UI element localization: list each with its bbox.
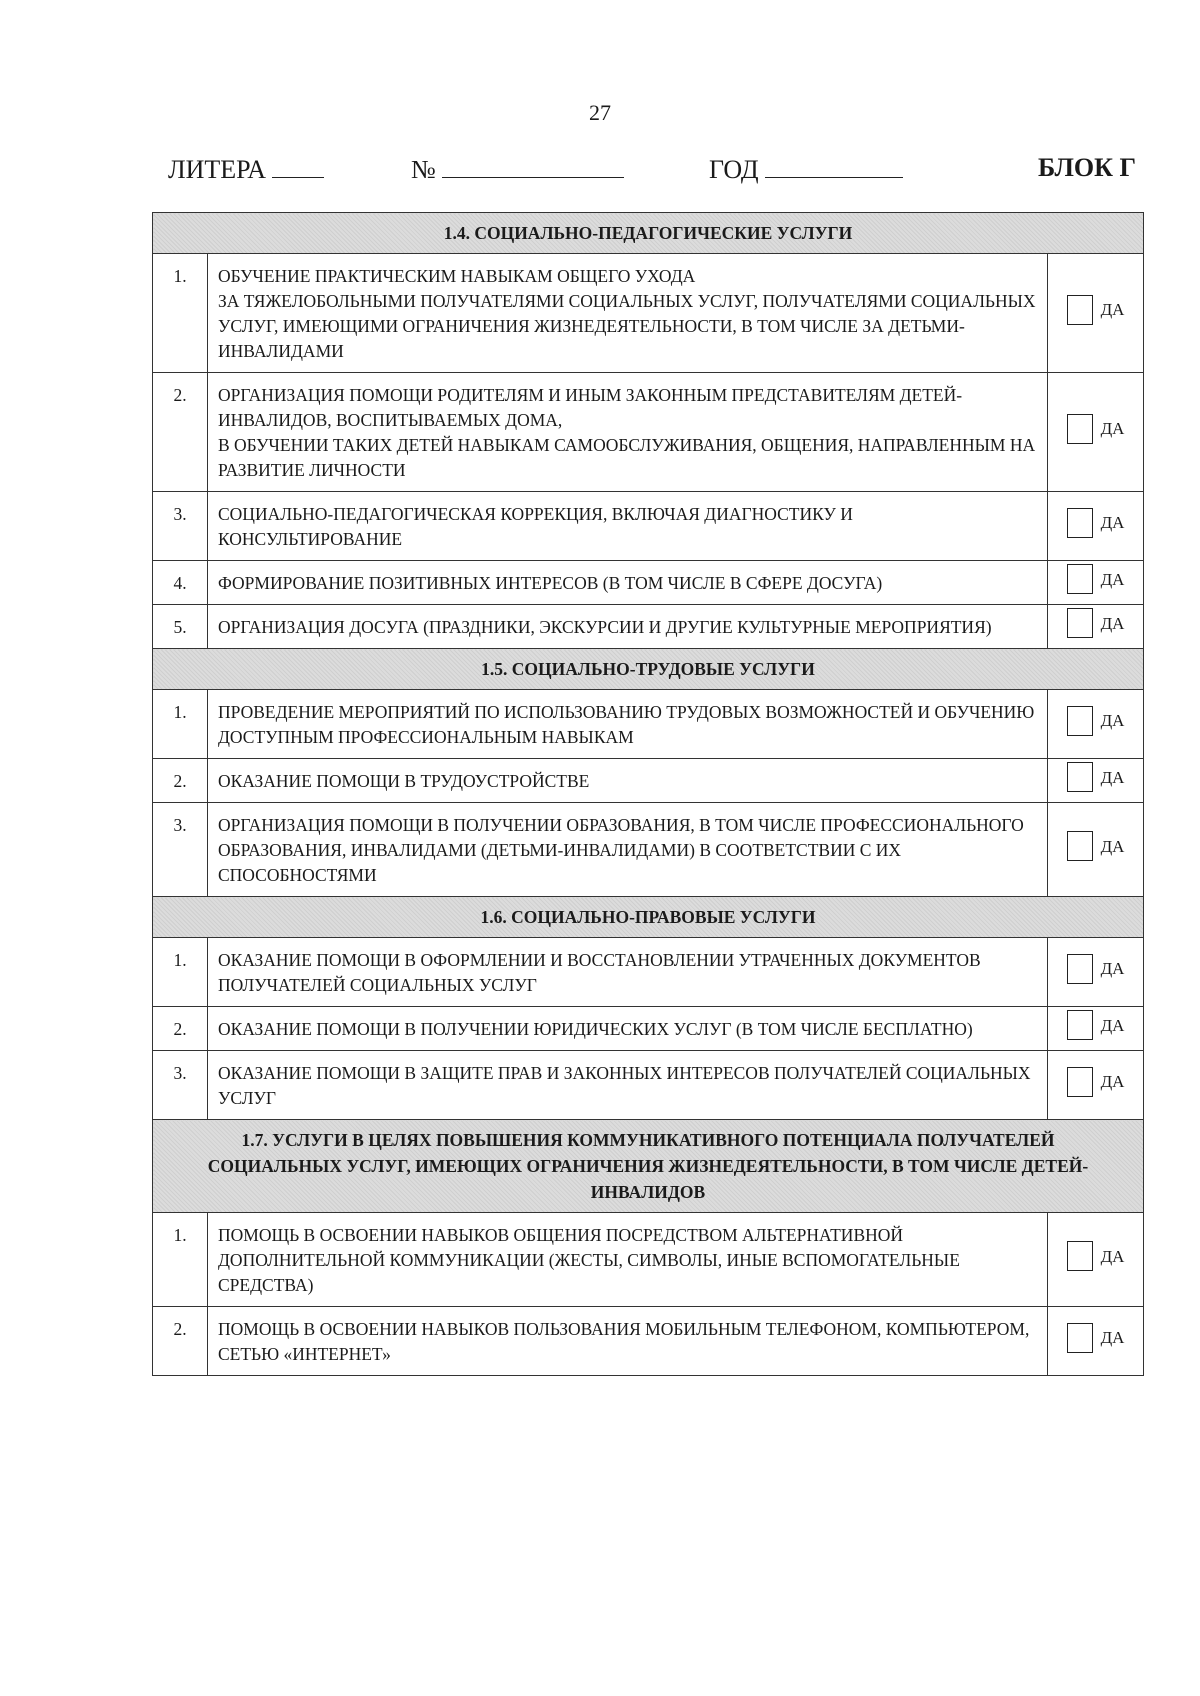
yes-option[interactable] bbox=[1067, 1241, 1125, 1271]
litera-field[interactable] bbox=[168, 153, 324, 185]
checkbox-cell bbox=[1048, 254, 1144, 373]
service-row bbox=[153, 605, 1144, 649]
form-header bbox=[168, 153, 1136, 189]
year-blank[interactable] bbox=[765, 153, 903, 178]
number-label: № bbox=[411, 155, 436, 184]
service-description: ОКАЗАНИЕ ПОМОЩИ В ЗАЩИТЕ ПРАВ И ЗАКОННЫХ ИНТЕРЕСОВ ПОЛУЧАТЕЛЕЙ СОЦИАЛЬНЫХ УСЛУГ bbox=[208, 1051, 1048, 1120]
service-description: ПОМОЩЬ В ОСВОЕНИИ НАВЫКОВ ОБЩЕНИЯ ПОСРЕДСТВОМ АЛЬТЕРНАТИВНОЙ ДОПОЛНИТЕЛЬНОЙ КОММУНИКАЦИИ (ЖЕСТЫ, СИМВОЛЫ, ИНЫЕ ВСПОМОГАТЕЛЬНЫЕ СРЕДСТВА) bbox=[208, 1213, 1048, 1307]
year-field[interactable] bbox=[709, 153, 903, 185]
yes-option[interactable] bbox=[1067, 564, 1125, 594]
checkbox-cell bbox=[1048, 1007, 1144, 1051]
section-title: 1.7. УСЛУГИ В ЦЕЛЯХ ПОВЫШЕНИЯ КОММУНИКАТИВНОГО ПОТЕНЦИАЛА ПОЛУЧАТЕЛЕЙ СОЦИАЛЬНЫХ УСЛУГ, ИМЕЮЩИХ ОГРАНИЧЕНИЯ ЖИЗНЕДЕЯТЕЛЬНОСТИ, В ТОМ ЧИСЛЕ ДЕТЕЙ-ИНВАЛИДОВ bbox=[153, 1120, 1144, 1213]
yes-option[interactable] bbox=[1067, 608, 1125, 638]
section-header-row bbox=[153, 1120, 1144, 1213]
yes-option[interactable] bbox=[1067, 954, 1125, 984]
service-row bbox=[153, 561, 1144, 605]
yes-checkbox[interactable] bbox=[1067, 762, 1093, 792]
number-blank[interactable] bbox=[442, 153, 624, 178]
service-number: 2. bbox=[153, 759, 208, 803]
yes-checkbox[interactable] bbox=[1067, 706, 1093, 736]
service-description: ОРГАНИЗАЦИЯ ПОМОЩИ РОДИТЕЛЯМ И ИНЫМ ЗАКОННЫМ ПРЕДСТАВИТЕЛЯМ ДЕТЕЙ-ИНВАЛИДОВ, ВОСПИТЫВАЕМЫХ ДОМА, В ОБУЧЕНИИ ТАКИХ ДЕТЕЙ НАВЫКАМ САМООБСЛУЖИВАНИЯ, ОБЩЕНИЯ, НАПРАВЛЕННЫМ НА РАЗВИТИЕ ЛИЧНОСТИ bbox=[208, 373, 1048, 492]
service-number: 1. bbox=[153, 938, 208, 1007]
service-row bbox=[153, 1213, 1144, 1307]
yes-checkbox[interactable] bbox=[1067, 564, 1093, 594]
service-number: 2. bbox=[153, 373, 208, 492]
yes-checkbox[interactable] bbox=[1067, 954, 1093, 984]
checkbox-cell bbox=[1048, 690, 1144, 759]
yes-label: ДА bbox=[1100, 300, 1125, 319]
service-row bbox=[153, 938, 1144, 1007]
section-header-row bbox=[153, 649, 1144, 690]
checkbox-cell bbox=[1048, 605, 1144, 649]
year-label: ГОД bbox=[709, 155, 759, 184]
section-header-row bbox=[153, 213, 1144, 254]
service-number: 5. bbox=[153, 605, 208, 649]
yes-option[interactable] bbox=[1067, 295, 1125, 325]
checkbox-cell bbox=[1048, 373, 1144, 492]
yes-checkbox[interactable] bbox=[1067, 508, 1093, 538]
section-header-row bbox=[153, 897, 1144, 938]
yes-checkbox[interactable] bbox=[1067, 1067, 1093, 1097]
yes-option[interactable] bbox=[1067, 831, 1125, 861]
service-number: 1. bbox=[153, 1213, 208, 1307]
yes-checkbox[interactable] bbox=[1067, 608, 1093, 638]
service-number: 4. bbox=[153, 561, 208, 605]
service-number: 3. bbox=[153, 492, 208, 561]
section-title: 1.4. СОЦИАЛЬНО-ПЕДАГОГИЧЕСКИЕ УСЛУГИ bbox=[153, 213, 1144, 254]
yes-label: ДА bbox=[1100, 959, 1125, 978]
service-row bbox=[153, 1007, 1144, 1051]
yes-option[interactable] bbox=[1067, 706, 1125, 736]
checkbox-cell bbox=[1048, 492, 1144, 561]
yes-checkbox[interactable] bbox=[1067, 295, 1093, 325]
yes-label: ДА bbox=[1100, 569, 1125, 589]
service-description: ОРГАНИЗАЦИЯ ПОМОЩИ В ПОЛУЧЕНИИ ОБРАЗОВАНИЯ, В ТОМ ЧИСЛЕ ПРОФЕССИОНАЛЬНОГО ОБРАЗОВАНИЯ, ИНВАЛИДАМИ (ДЕТЬМИ-ИНВАЛИДАМИ) В СООТВЕТСТВИИ С ИХ СПОСОБНОСТЯМИ bbox=[208, 803, 1048, 897]
yes-label: ДА bbox=[1100, 1072, 1125, 1091]
services-table bbox=[152, 212, 1144, 1376]
yes-option[interactable] bbox=[1067, 1067, 1125, 1097]
yes-label: ДА bbox=[1100, 1015, 1125, 1035]
checkbox-cell bbox=[1048, 1213, 1144, 1307]
service-description: ОКАЗАНИЕ ПОМОЩИ В ОФОРМЛЕНИИ И ВОССТАНОВЛЕНИИ УТРАЧЕННЫХ ДОКУМЕНТОВ ПОЛУЧАТЕЛЕЙ СОЦИАЛЬНЫХ УСЛУГ bbox=[208, 938, 1048, 1007]
service-description: ОКАЗАНИЕ ПОМОЩИ В ПОЛУЧЕНИИ ЮРИДИЧЕСКИХ УСЛУГ (В ТОМ ЧИСЛЕ БЕСПЛАТНО) bbox=[208, 1007, 1048, 1051]
yes-label: ДА bbox=[1100, 767, 1125, 787]
service-number: 3. bbox=[153, 803, 208, 897]
yes-checkbox[interactable] bbox=[1067, 831, 1093, 861]
yes-checkbox[interactable] bbox=[1067, 1010, 1093, 1040]
yes-option[interactable] bbox=[1067, 414, 1125, 444]
service-row bbox=[153, 690, 1144, 759]
block-label: БЛОК Г bbox=[1037, 153, 1136, 182]
service-number: 3. bbox=[153, 1051, 208, 1120]
service-row bbox=[153, 803, 1144, 897]
yes-label: ДА bbox=[1100, 613, 1125, 633]
service-description: ОКАЗАНИЕ ПОМОЩИ В ТРУДОУСТРОЙСТВЕ bbox=[208, 759, 1048, 803]
section-title: 1.6. СОЦИАЛЬНО-ПРАВОВЫЕ УСЛУГИ bbox=[153, 897, 1144, 938]
service-row bbox=[153, 492, 1144, 561]
service-row bbox=[153, 759, 1144, 803]
yes-checkbox[interactable] bbox=[1067, 414, 1093, 444]
yes-option[interactable] bbox=[1067, 508, 1125, 538]
service-description: СОЦИАЛЬНО-ПЕДАГОГИЧЕСКАЯ КОРРЕКЦИЯ, ВКЛЮЧАЯ ДИАГНОСТИКУ И КОНСУЛЬТИРОВАНИЕ bbox=[208, 492, 1048, 561]
checkbox-cell bbox=[1048, 1051, 1144, 1120]
yes-label: ДА bbox=[1100, 1328, 1125, 1347]
litera-label: ЛИТЕРА bbox=[168, 155, 267, 184]
checkbox-cell bbox=[1048, 561, 1144, 605]
service-description: ПРОВЕДЕНИЕ МЕРОПРИЯТИЙ ПО ИСПОЛЬЗОВАНИЮ ТРУДОВЫХ ВОЗМОЖНОСТЕЙ И ОБУЧЕНИЮ ДОСТУПНЫМ ПРОФЕССИОНАЛЬНЫМ НАВЫКАМ bbox=[208, 690, 1048, 759]
service-number: 1. bbox=[153, 690, 208, 759]
yes-label: ДА bbox=[1100, 836, 1125, 856]
service-description: ОБУЧЕНИЕ ПРАКТИЧЕСКИМ НАВЫКАМ ОБЩЕГО УХОДА ЗА ТЯЖЕЛОБОЛЬНЫМИ ПОЛУЧАТЕЛЯМИ СОЦИАЛЬНЫХ УСЛУГ, ПОЛУЧАТЕЛЯМИ СОЦИАЛЬНЫХ УСЛУГ, ИМЕЮЩИМИ ОГРАНИЧЕНИЯ ЖИЗНЕДЕЯТЕЛЬНОСТИ, В ТОМ ЧИСЛЕ ЗА ДЕТЬМИ-ИНВАЛИДАМИ bbox=[208, 254, 1048, 373]
yes-checkbox[interactable] bbox=[1067, 1323, 1093, 1353]
yes-label: ДА bbox=[1100, 419, 1125, 438]
yes-option[interactable] bbox=[1067, 762, 1125, 792]
service-number: 1. bbox=[153, 254, 208, 373]
yes-option[interactable] bbox=[1067, 1010, 1125, 1040]
service-row bbox=[153, 254, 1144, 373]
yes-option[interactable] bbox=[1067, 1323, 1125, 1353]
page-number: 27 bbox=[589, 100, 611, 125]
section-title: 1.5. СОЦИАЛЬНО-ТРУДОВЫЕ УСЛУГИ bbox=[153, 649, 1144, 690]
service-description: ОРГАНИЗАЦИЯ ДОСУГА (ПРАЗДНИКИ, ЭКСКУРСИИ И ДРУГИЕ КУЛЬТУРНЫЕ МЕРОПРИЯТИЯ) bbox=[208, 605, 1048, 649]
checkbox-cell bbox=[1048, 759, 1144, 803]
number-field[interactable] bbox=[411, 153, 624, 185]
checkbox-cell bbox=[1048, 1307, 1144, 1376]
checkbox-cell bbox=[1048, 803, 1144, 897]
yes-checkbox[interactable] bbox=[1067, 1241, 1093, 1271]
yes-label: ДА bbox=[1100, 1246, 1125, 1266]
service-number: 2. bbox=[153, 1307, 208, 1376]
litera-blank[interactable] bbox=[272, 153, 324, 178]
service-number: 2. bbox=[153, 1007, 208, 1051]
yes-label: ДА bbox=[1100, 711, 1125, 730]
service-row bbox=[153, 373, 1144, 492]
checkbox-cell bbox=[1048, 938, 1144, 1007]
yes-label: ДА bbox=[1100, 513, 1125, 532]
service-description: ФОРМИРОВАНИЕ ПОЗИТИВНЫХ ИНТЕРЕСОВ (В ТОМ ЧИСЛЕ В СФЕРЕ ДОСУГА) bbox=[208, 561, 1048, 605]
service-row bbox=[153, 1051, 1144, 1120]
service-row bbox=[153, 1307, 1144, 1376]
service-description: ПОМОЩЬ В ОСВОЕНИИ НАВЫКОВ ПОЛЬЗОВАНИЯ МОБИЛЬНЫМ ТЕЛЕФОНОМ, КОМПЬЮТЕРОМ, СЕТЬЮ «ИНТЕРНЕТ» bbox=[208, 1307, 1048, 1376]
